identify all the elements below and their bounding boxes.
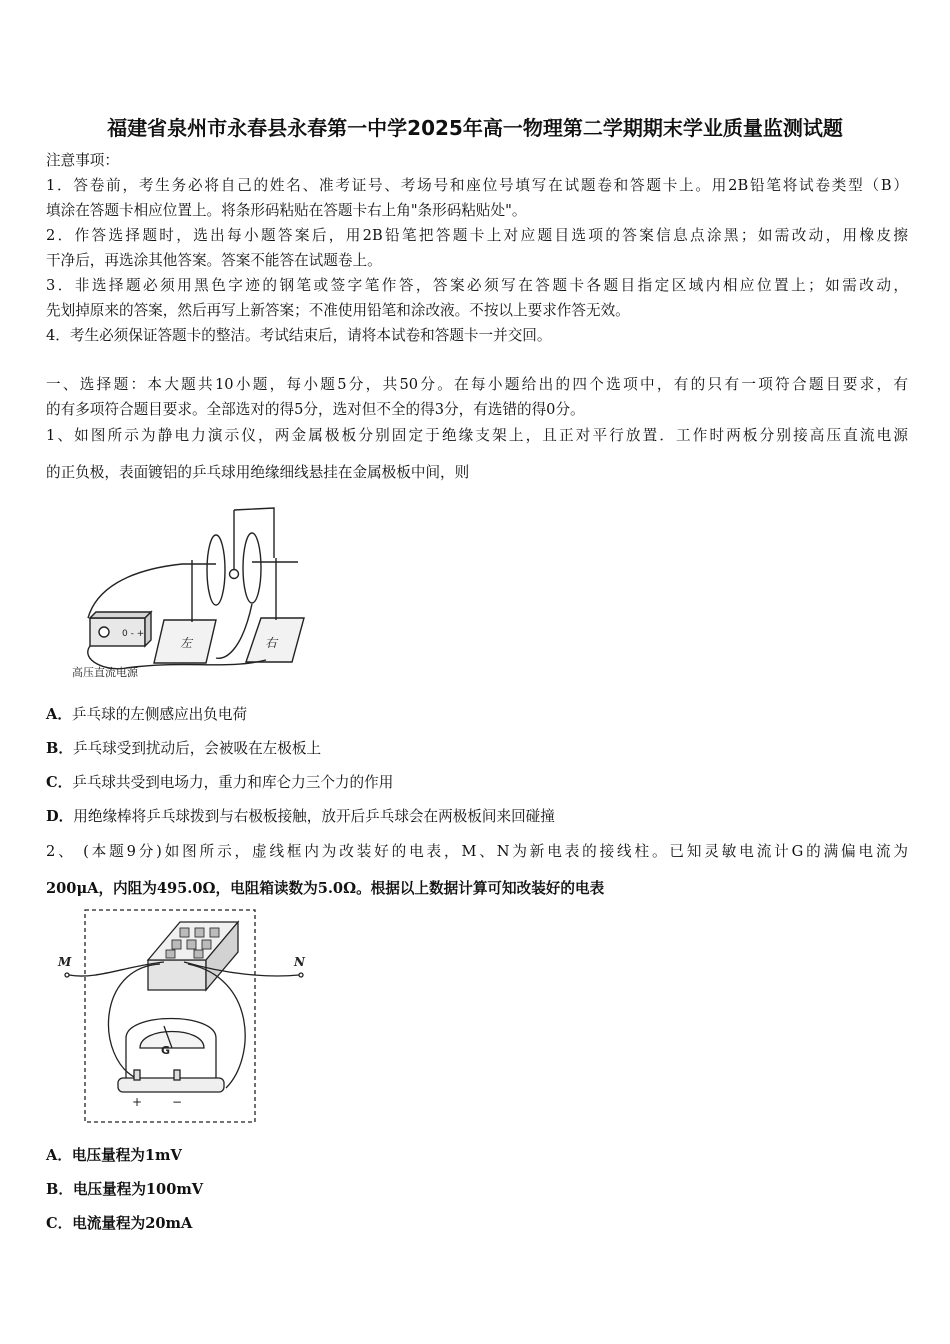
page-title: 福建省泉州市永春县永春第一中学2025年高一物理第二学期期末学业质量监测试题 — [107, 116, 843, 140]
q2-figure-g-label: G — [161, 1044, 171, 1057]
notice-line-4: 干净后，再选涂其他答案。答案不能答在试题卷上。 — [46, 252, 382, 269]
q2-figure-plus: + — [132, 1095, 143, 1109]
q1-option-a — [46, 705, 908, 725]
q1-option-c-text: 乒乓球共受到电场力，重力和库仑力三个力的作用 — [72, 774, 394, 791]
q2-figure-minus: − — [172, 1095, 183, 1109]
q2-option-b-text: 电压量程为100mV — [72, 1181, 204, 1198]
notice-line-7: 4．考生必须保证答题卡的整洁。考试结束后，请将本试卷和答题卡一并交回。 — [46, 327, 552, 344]
notice-heading: 注意事项： — [46, 152, 119, 169]
q1-option-b-text: 乒乓球受到扰动后，会被吸在左极板上 — [72, 740, 322, 757]
q1-stem-line-1: 1、如图所示为静电力演示仪，两金属极板分别固定于绝缘支架上，且正对平行放置．工作时两板分别接高压直流电源 — [46, 427, 908, 444]
q2-option-c — [46, 1214, 908, 1234]
q2-option-c-letter: C． — [46, 1215, 73, 1232]
q2-figure-n-label: N — [294, 955, 305, 969]
q2-stem-line-1: 2、 (本题9分)如图所示，虚线框内为改装好的电表，M、N为新电表的接线柱。已知灵敏电流计G的满偏电流为 — [46, 843, 908, 860]
section-intro-line-2: 的有多项符合题目要求。全部选对的得5分，选对但不全的得3分，有选错的得0分。 — [46, 401, 585, 418]
q2-figure-meter — [56, 908, 316, 1126]
q2-stem-line-2: 200μA，内阻为495.0Ω，电阻箱读数为5.0Ω。根据以上数据计算可知改装好的电表 — [46, 880, 605, 897]
notice-line-6: 先划掉原来的答案，然后再写上新答案；不准使用铅笔和涂改液。不按以上要求作答无效。 — [46, 302, 630, 319]
q1-figure-right-label: 右 — [265, 636, 278, 650]
notice-line-1: 1．答卷前，考生务必将自己的姓名、准考证号、考场号和座位号填写在试题卷和答题卡上。用2B铅笔将试卷类型（B） — [46, 177, 908, 194]
q1-option-d — [46, 807, 908, 827]
q1-stem-line-2: 的正负极，表面镀铝的乒乓球用绝缘细线悬挂在金属极板中间，则 — [46, 464, 470, 481]
q2-option-a — [46, 1146, 908, 1166]
q1-option-b — [46, 739, 908, 759]
q1-option-a-text: 乒乓球的左侧感应出负电荷 — [71, 706, 248, 723]
q2-option-b — [46, 1180, 908, 1200]
q1-option-c — [46, 773, 908, 793]
notice-line-3: 2．作答选择题时，选出每小题答案后，用2B铅笔把答题卡上对应题目选项的答案信息点涂黑；如需改动，用橡皮擦 — [46, 227, 908, 244]
q1-option-d-letter: D． — [46, 808, 74, 825]
q2-option-c-text: 电流量程为20mA — [72, 1215, 193, 1232]
q1-option-c-letter: C． — [46, 774, 73, 791]
q1-figure-panel: 0 - + — [122, 629, 145, 639]
q1-figure-left-label: 左 — [180, 636, 193, 650]
q1-option-a-letter: A． — [46, 706, 72, 723]
q2-figure-m-label: M — [58, 955, 72, 969]
q1-figure-caption: 高压直流电源 — [72, 666, 138, 679]
section-intro-line-1: 一、选择题：本大题共10小题，每小题5分，共50分。在每小题给出的四个选项中，有的只有一项符合题目要求，有 — [46, 376, 908, 393]
notice-line-5: 3．非选择题必须用黑色字迹的钢笔或签字笔作答，答案必须写在答题卡各题目指定区域内相应位置上；如需改动， — [46, 277, 908, 294]
q2-option-a-text: 电压量程为1mV — [71, 1147, 182, 1164]
q2-option-b-letter: B． — [46, 1181, 73, 1198]
q1-option-d-text: 用绝缘棒将乒乓球拨到与右极板接触，放开后乒乓球会在两极板间来回碰撞 — [73, 808, 555, 825]
q1-option-b-letter: B． — [46, 740, 73, 757]
q2-option-a-letter: A． — [46, 1147, 72, 1164]
q1-figure-electrostatic-demo — [66, 500, 316, 685]
notice-line-2: 填涂在答题卡相应位置上。将条形码粘贴在答题卡右上角"条形码粘贴处"。 — [46, 202, 527, 219]
